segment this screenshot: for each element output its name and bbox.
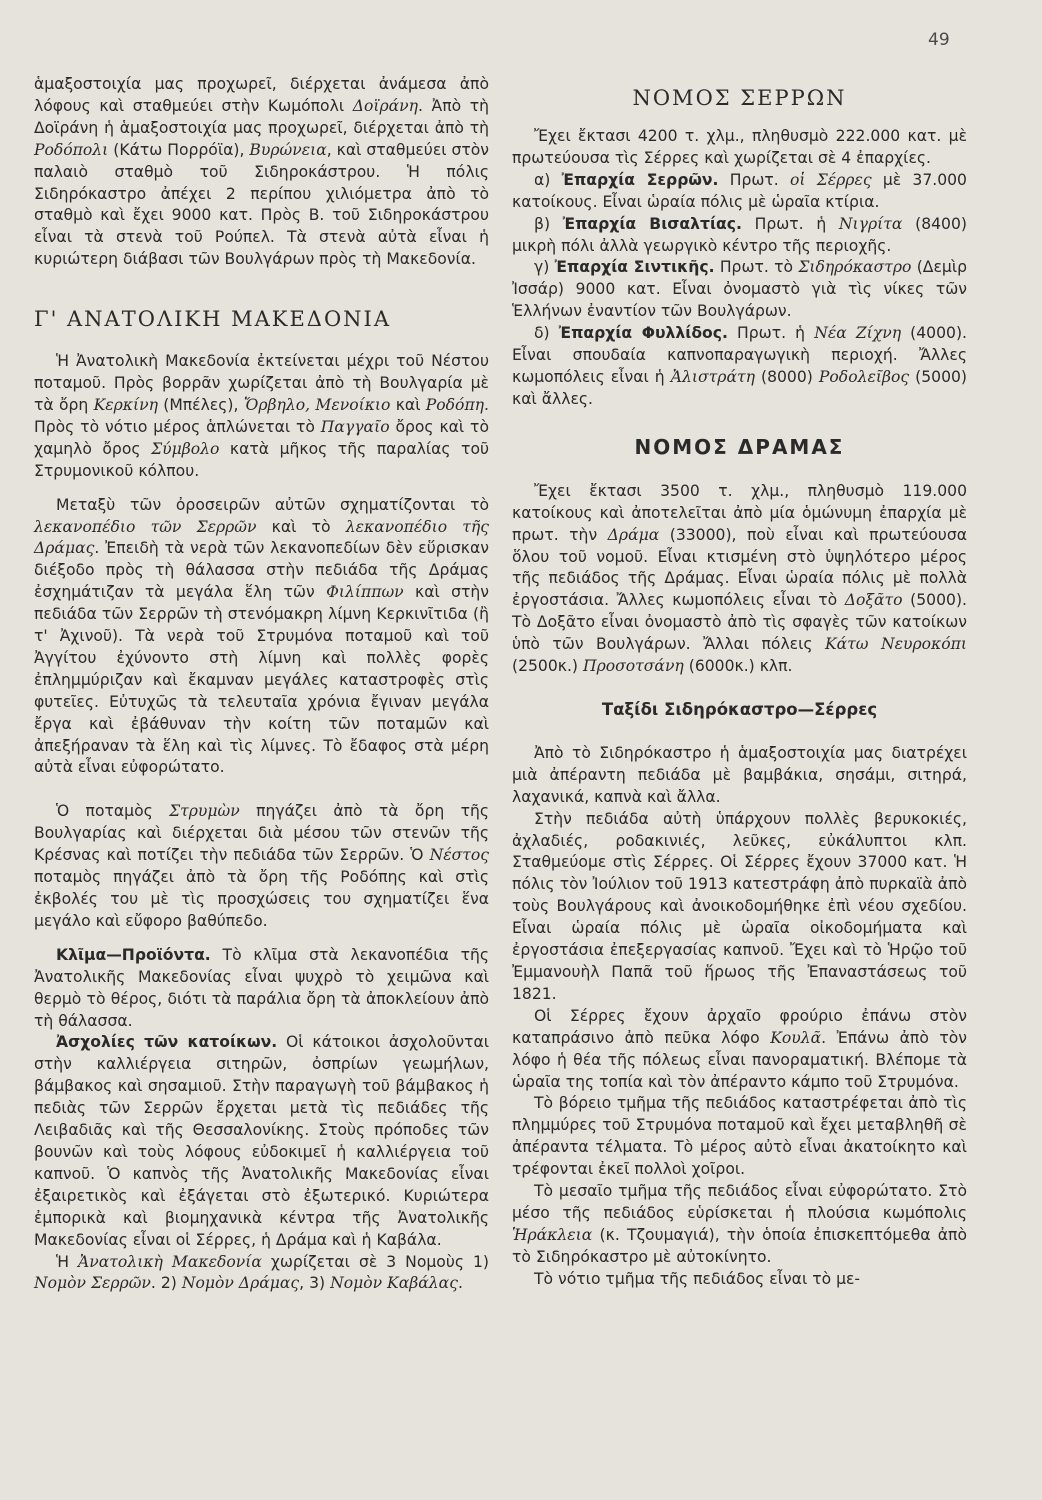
section-heading: ΝΟΜΟΣ ΔΡΑΜΑΣ xyxy=(634,434,845,459)
section-heading: ΝΟΜΟΣ ΣΕΡΡΩΝ xyxy=(632,86,847,110)
paragraph: Ἀπὸ τὸ Σιδηρόκαστρο ἡ ἁμαξοστοιχία μας διατρέχει μιὰ ἀπέραντη πεδιάδα μὲ βαμβάκια, σησάμι, σιτηρά, λαχανικά, καπνὰ καὶ ἄλλα. xyxy=(512,743,967,806)
paragraph: Ἀσχολίες τῶν κατοίκων. Οἱ κάτοικοι ἀσχολοῦνται στὴν καλλιέργεια σιτηρῶν, ὀσπρίων γεωμήλων, βάμβακος καὶ σησαμιοῦ. Στὴν παραγωγὴ τοῦ βάμβακος ἡ πεδιὰς τῶν Σερρῶν ἔρχεται μετὰ τὶς πεδιάδες τῆς Λειβαδιᾶς καὶ τῆς Θεσσαλονίκης. Στοὺς πρόποδες τῶν βουνῶν καὶ τοὺς λόφους εὐδοκιμεῖ ἡ καλλιέργεια τοῦ καπνοῦ. Ὁ καπνὸς τῆς Ἀνατολικῆς Μακεδονίας εἶναι ἐξαιρετικὸς καὶ ἐξάγεται στὸ ἐξωτερικό. Κυριώτερα ἐμπορικὰ καὶ βιομηχανικὰ κέντρα τῆς Ἀνατολικῆς Μακεδονίας εἶναι οἱ Σέρρες, ἡ Δράμα καὶ ἡ Καβάλα. xyxy=(34,1033,490,1249)
paragraph: α) Ἐπαρχία Σερρῶν. Πρωτ. οἱ Σέρρες μὲ 37.000 κατοίκους. Εἶναι ὡραία πόλις μὲ ὡραῖα κτίρια. xyxy=(512,170,967,211)
paragraph: γ) Ἐπαρχία Σιντικῆς. Πρωτ. τὸ Σιδηρόκαστρο (Δεμὶρ Ἰσσάρ) 9000 κατ. Εἶναι ὀνομαστὸ γιὰ τὶς νίκες τῶν Ἑλλήνων ἐναντίον τῶν Βουλγάρων. xyxy=(512,258,968,321)
right-column xyxy=(512,74,967,1291)
paragraph: β) Ἐπαρχία Βισαλτίας. Πρωτ. ἡ Νιγρίτα (8400) μικρὴ πόλι ἀλλὰ γεωργικὸ κέντρο τῆς περιοχῆς. xyxy=(512,214,967,255)
paragraph: ἁμαξοστοιχία μας προχωρεῖ, διέρχεται ἀνάμεσα ἀπὸ λόφους καὶ σταθμεύει στὴν Κωμόπολι Δοϊράνη. Ἀπὸ τὴ Δοϊράνη ἡ ἁμαξοστοιχία μας προχωρεῖ, διέρχεται ἀπὸ τὴ Ροδόπολι (Κάτω Πορρόϊα), Βυρώνεια, καὶ σταθμεύει στὸν παλαιὸ σταθμὸ τοῦ Σιδηροκάστρου. Ἡ πόλις Σιδηρόκαστρο ἀπέχει 2 περίπου χιλιόμετρα ἀπὸ τὸ σταθμὸ καὶ ἔχει 9000 κατ. Πρὸς Β. τοῦ Σιδηροκάστρου εἶναι τὰ στενὰ τοῦ Ρούπελ. Τὰ στενὰ αὐτὰ εἶναι ἡ κυριώτερη διάβασι τῶν Βουλγάρων πρὸς τὴ Μακεδονία. xyxy=(34,75,489,269)
paragraph: Μεταξὺ τῶν ὀροσειρῶν αὐτῶν σχηματίζονται τὸ λεκανοπέδιο τῶν Σερρῶν καὶ τὸ λεκανοπέδιο τῆς Δράμας. Ἐπειδὴ τὰ νερὰ τῶν λεκανοπεδίων δὲν εὕρισκαν διέξοδο πρὸς τὴ θάλασσα στὴν πεδιάδα τῆς Δράμας ἐσχημάτιζαν τὰ μεγάλα ἕλη τῶν Φιλίππων καὶ στὴν πεδιάδα τῶν Σερρῶν τὴ στενόμακρη λίμνη Κερκινῖτιδα (ἢ τ' Ἀχινοῦ). Τὰ νερὰ τοῦ Στρυμόνα ποταμοῦ καὶ τοῦ Ἀγγίτου ἐχύνοντο στὴ λίμνη καὶ πολλὲς φορὲς ἐπλημμύριζαν καὶ ἔκαμναν μεγάλες καταστροφὲς στὶς φυτεῖες. Εὐτυχῶς τὰ τελευταῖα χρόνια ἔγιναν μεγάλα ἔργα καὶ ἐβάθυναν τὴν κοίτη τῶν ποταμῶν καὶ ἀπεξήραναν τὰ ἕλη καὶ τὶς λίμνες. Τὸ ἔδαφος στὰ μέρη αὐτὰ εἶναι εὐφορώτατο. xyxy=(34,495,490,777)
paragraph: Οἱ Σέρρες ἔχουν ἀρχαῖο φρούριο ἐπάνω στὸν καταπράσινο ἀπὸ πεῦκα λόφο Κουλᾶ. Ἐπάνω ἀπὸ τὸν λόφο ἡ θέα τῆς πόλεως εἶναι πανοραματική. Βλέπομε τὰ ὡραῖα της τοπία καὶ τὸν ἀπέραντο κάμπο τοῦ Στρυμόνα. xyxy=(512,1006,967,1091)
paragraph: Ἡ Ἀνατολικὴ Μακεδονία χωρίζεται σὲ 3 Νομοὺς 1) Νομὸν Σερρῶν. 2) Νομὸν Δράμας, 3) Νομὸν Καβάλας. xyxy=(34,1252,489,1293)
paragraph: Κλῖμα—Προϊόντα. Τὸ κλῖμα στὰ λεκανοπέδια τῆς Ἀνατολικῆς Μακεδονίας εἶναι ψυχρὸ τὸ χειμῶνα καὶ θερμὸ τὸ θέρος, διότι τὰ παράλια ὄρη τὰ ἀποκλείουν ἀπὸ τὴ θάλασσα. xyxy=(34,945,489,1030)
left-column xyxy=(34,74,489,1295)
paragraph: Ἡ Ἀνατολικὴ Μακεδονία ἐκτείνεται μέχρι τοῦ Νέστου ποταμοῦ. Πρὸς βορρᾶν χωρίζεται ἀπὸ τὴ Βουλγαρία μὲ τὰ ὄρη Κερκίνη (Μπέλες), Ὄρβηλο, Μενοίκιο καὶ Ροδόπη. Πρὸς τὸ νότιο μέρος ἁπλώνεται τὸ Παγγαῖο ὄρος καὶ τὸ χαμηλὸ ὄρος Σύμβολο κατὰ μῆκος τῆς παραλίας τοῦ Στρυμονικοῦ κόλπου. xyxy=(34,352,490,480)
paragraph: Ὁ ποταμὸς Στρυμὼν πηγάζει ἀπὸ τὰ ὄρη τῆς Βουλγαρίας καὶ διέρχεται διὰ μέσου τῶν στενῶν τῆς Κρέσνας καὶ ποτίζει τὴν πεδιάδα τῶν Σερρῶν. Ὁ Νέστος ποταμὸς πηγάζει ἀπὸ τὰ ὄρη τῆς Ροδόπης καὶ στὶς ἐκβολές του μὲ τὶς προσχώσεις του σχηματίζει ἕνα μεγάλο καὶ εὔφορο βαθύπεδο. xyxy=(34,802,489,930)
paragraph: Τὸ νότιο τμῆμα τῆς πεδιάδος εἶναι τὸ με- xyxy=(534,1269,861,1288)
paragraph: Ἔχει ἔκτασι 4200 τ. χλμ., πληθυσμὸ 222.000 κατ. μὲ πρωτεύουσα τὶς Σέρρες καὶ χωρίζεται σὲ 4 ἐπαρχίες. xyxy=(512,127,967,167)
paragraph: Τὸ βόρειο τμῆμα τῆς πεδιάδος καταστρέφεται ἀπὸ τὶς πλημμύρες τοῦ Στρυμόνα ποταμοῦ καὶ ἔχει μεταβληθῆ σὲ ἀπέραντα τέλματα. Τὸ μέρος αὐτὸ εἶναι ἀκατοίκητο καὶ τρέφονται ἐκεῖ πολλοὶ χοῖροι. xyxy=(512,1094,967,1179)
paragraph: δ) Ἐπαρχία Φυλλίδος. Πρωτ. ἡ Νέα Ζίχνη (4000). Εἶναι σπουδαία καπνοπαραγωγικὴ περιοχή. Ἄλλες κωμοπόλεις εἶναι ἡ Ἀλιστράτη (8000) Ροδολεῖβος (5000) καὶ ἄλλες. xyxy=(512,324,967,408)
paragraph: Τὸ μεσαῖο τμῆμα τῆς πεδιάδος εἶναι εὐφορώτατο. Στὸ μέσο τῆς πεδιάδος εὑρίσκεται ἡ πλούσια κωμόπολις Ἡράκλεια (κ. Τζουμαγιά), τὴν ὁποία ἐπισκεπτόμεθα ἀπὸ τὸ Σιδηρόκαστρο μὲ αὐτοκίνητο. xyxy=(512,1182,967,1266)
page-number: 49 xyxy=(928,30,950,50)
section-subheading: Ταξίδι Σιδηρόκαστρο—Σέρρες xyxy=(601,699,878,719)
paragraph: Στὴν πεδιάδα αὐτὴ ὑπάρχουν πολλὲς βερυκοκιές, ἀχλαδιές, ροδακινιές, λεῦκες, εὐκάλυπτοι κλπ. Σταθμεύομε στὶς Σέρρες. Οἱ Σέρρες ἔχουν 37000 κατ. Ἡ πόλις τὸν Ἰούλιον τοῦ 1913 κατεστράφη ἀπὸ πυρκαϊὰ ἀπὸ τοὺς Βουλγάρους καὶ ἀνοικοδομήθηκε ἐπὶ νέου σχεδίου. Εἶναι ὡραία πόλις μὲ ὡραῖα οἰκοδομήματα καὶ ἐργοστάσια ἐπεξεργασίας καπνοῦ. Ἔχει καὶ τὸ Ἡρῷο τοῦ Ἐμμανουὴλ Παπᾶ τοῦ ἥρωος τῆς Ἐπαναστάσεως τοῦ 1821. xyxy=(512,809,967,1003)
paragraph: Ἔχει ἔκτασι 3500 τ. χλμ., πληθυσμὸ 119.000 κατοίκους καὶ ἀποτελεῖται ἀπὸ μία ὁμώνυμη ἐπαρχία μὲ πρωτ. τὴν Δράμα (33000), ποὺ εἶναι καὶ πρωτεύουσα ὅλου τοῦ νομοῦ. Εἶναι κτισμένη στὸ ὑψηλότερο μέρος τῆς πεδιάδος τῆς Δράμας. Εἶναι ὡραία πόλις μὲ πολλὰ ἐργοστάσια. Ἄλλες κωμοπόλεις εἶναι τὸ Δοξᾶτο (5000). Τὸ Δοξᾶτο εἶναι ὀνομαστὸ ἀπὸ τὶς σφαγὲς τῶν κατοίκων ὑπὸ τῶν Βουλγάρων. Ἄλλαι πόλεις Κάτω Νευροκόπι (2500κ.) Προσοτσάνη (6000κ.) κλπ. xyxy=(512,481,967,676)
section-heading: Γ' ΑΝΑΤΟΛΙΚΗ ΜΑΚΕΔΟΝΙΑ xyxy=(34,307,391,332)
